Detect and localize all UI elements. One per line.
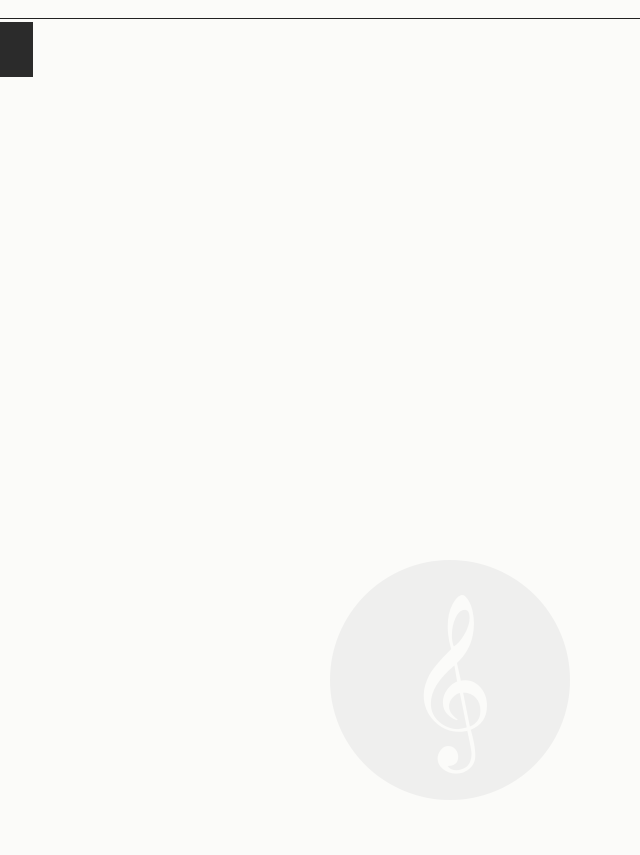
header-rule [0, 18, 640, 19]
section-tab-marker [0, 22, 33, 77]
treble-clef-watermark-icon: 𝄞 [330, 560, 570, 800]
